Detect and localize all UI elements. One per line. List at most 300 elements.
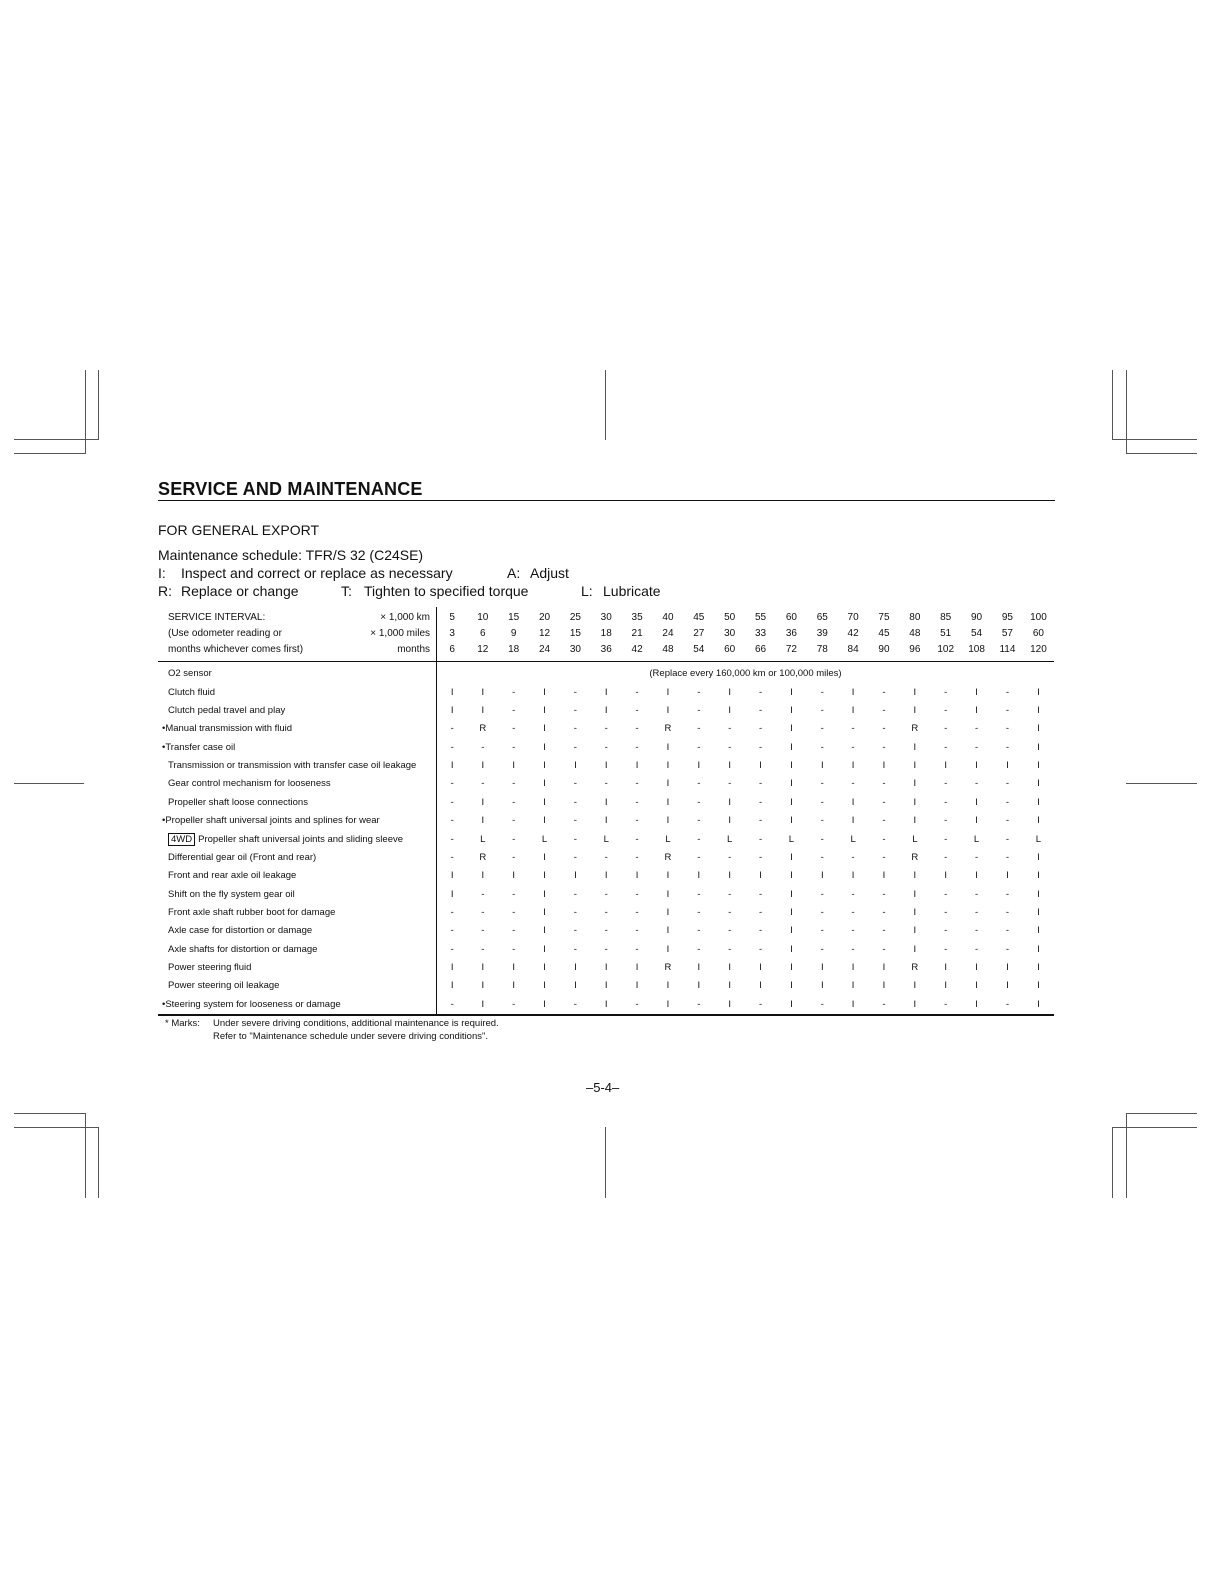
schedule-cell: I: [1023, 995, 1054, 1014]
schedule-cell: I: [913, 980, 917, 992]
schedule-cell: -: [512, 705, 516, 717]
item-label: Power steering fluid: [168, 961, 252, 973]
schedule-cell: I: [851, 705, 855, 717]
schedule-cell: -: [851, 778, 855, 790]
schedule-cell: I: [666, 980, 670, 992]
table-row: [158, 922, 1054, 940]
schedule-cell: -: [882, 851, 886, 863]
schedule-cell: I: [481, 870, 485, 882]
schedule-cell: I: [543, 980, 546, 992]
interval-km-cell: 65: [816, 612, 828, 623]
schedule-cell: -: [728, 906, 732, 918]
schedule-cell: I: [481, 760, 485, 772]
schedule-cell: -: [974, 778, 979, 790]
schedule-cell: L: [480, 833, 486, 845]
schedule-cell: I: [543, 723, 546, 735]
schedule-cell: -: [728, 888, 732, 900]
schedule-cell: -: [697, 686, 701, 698]
schedule-cell: -: [807, 995, 838, 1014]
crop-mark: [1126, 453, 1197, 454]
interval-miles-cell: 57: [1001, 628, 1013, 639]
schedule-cell: I: [820, 760, 824, 772]
schedule-cell: I: [666, 778, 670, 790]
unit-cell: [360, 702, 437, 720]
schedule-cell: L: [727, 833, 733, 845]
schedule-cell: I: [1006, 980, 1009, 992]
schedule-cell: -: [851, 741, 855, 753]
schedule-cell: -: [573, 686, 577, 698]
schedule-cell: -: [882, 888, 886, 900]
schedule-cell: L: [850, 833, 856, 845]
schedule-cell: -: [944, 723, 948, 735]
schedule-cell: I: [481, 686, 485, 698]
table-row: [158, 885, 1054, 903]
schedule-cell: R: [911, 851, 919, 863]
crop-mark: [1126, 1113, 1197, 1114]
schedule-cell: I: [790, 870, 793, 882]
schedule-cell: I: [790, 888, 793, 900]
schedule-cell: I: [882, 760, 886, 772]
schedule-cell: I: [666, 943, 670, 955]
legend-code: I:: [158, 565, 166, 581]
schedule-cell: I: [604, 796, 608, 808]
crop-mark: [14, 1113, 86, 1114]
unit-cell: [360, 940, 437, 958]
interval-months-cell: 78: [807, 642, 838, 662]
interval-km-cell: 15: [508, 612, 520, 623]
item-label: Axle case for distortion or damage: [168, 925, 313, 937]
schedule-cell: -: [573, 833, 577, 845]
schedule-cell: -: [820, 796, 824, 808]
schedule-cell: -: [1005, 705, 1009, 717]
schedule-cell: -: [635, 851, 639, 863]
schedule-cell: I: [790, 741, 793, 753]
schedule-cell: -: [697, 741, 701, 753]
crop-mark: [14, 783, 84, 784]
schedule-cell: I: [481, 980, 485, 992]
item-label: Clutch pedal travel and play: [168, 705, 286, 717]
schedule-cell: I: [604, 961, 608, 973]
schedule-cell: -: [697, 906, 701, 918]
schedule-cell: -: [758, 851, 763, 863]
schedule-cell: -: [1005, 686, 1009, 698]
schedule-cell: I: [759, 870, 762, 882]
interval-km-cell: 85: [940, 612, 952, 623]
schedule-cell: -: [604, 888, 608, 900]
schedule-cell: I: [591, 995, 622, 1014]
schedule-cell: -: [512, 723, 516, 735]
schedule-cell: I: [635, 760, 639, 772]
schedule-cell: I: [1037, 815, 1040, 827]
schedule-cell: R: [911, 723, 919, 735]
table-row: [158, 793, 1054, 811]
schedule-cell: -: [820, 686, 824, 698]
schedule-cell: R: [911, 961, 919, 973]
schedule-cell: I: [759, 961, 762, 973]
footnote-line-1: Under severe driving conditions, additional maintenance is required.: [213, 1018, 499, 1029]
interval-miles-cell: 18: [600, 628, 612, 639]
interval-km-cell: 60: [785, 612, 797, 623]
schedule-cell: -: [758, 833, 763, 845]
schedule-cell: I: [1006, 760, 1009, 772]
schedule-cell: I: [1006, 961, 1009, 973]
table-row: [158, 812, 1054, 830]
schedule-cell: I: [1006, 870, 1009, 882]
schedule-cell: -: [481, 906, 485, 918]
schedule-cell: I: [728, 796, 731, 808]
crop-mark: [85, 370, 86, 454]
schedule-cell: -: [481, 888, 485, 900]
table-row: [158, 867, 1054, 885]
schedule-cell: -: [512, 815, 516, 827]
schedule-cell: I: [790, 760, 793, 772]
crop-mark: [1112, 1127, 1197, 1128]
schedule-cell: I: [635, 870, 639, 882]
schedule-cell: -: [728, 925, 732, 937]
table-row: [158, 848, 1054, 866]
schedule-cell: -: [604, 906, 608, 918]
title-rule: [158, 500, 1055, 501]
unit-label: × 1,000 miles: [360, 626, 437, 642]
schedule-cell: I: [543, 961, 546, 973]
schedule-cell: I: [851, 815, 855, 827]
schedule-cell: I: [574, 980, 577, 992]
unit-cell: [360, 995, 437, 1014]
schedule-cell: -: [758, 741, 763, 753]
schedule-cell: I: [913, 815, 917, 827]
interval-miles-cell: 33: [754, 628, 767, 639]
schedule-cell: I: [913, 796, 917, 808]
schedule-cell: I: [851, 870, 855, 882]
crop-mark: [1126, 783, 1197, 784]
schedule-cell: I: [790, 778, 793, 790]
schedule-cell: -: [728, 741, 732, 753]
schedule-cell: -: [851, 851, 855, 863]
schedule-cell: I: [543, 705, 546, 717]
interval-miles-cell: 27: [693, 628, 705, 639]
schedule-cell: -: [882, 906, 886, 918]
schedule-cell: -: [697, 925, 701, 937]
interval-miles-cell: 60: [1032, 628, 1044, 639]
interval-km-cell: 80: [909, 612, 921, 623]
schedule-cell: I: [961, 995, 992, 1014]
schedule-cell: -: [1005, 906, 1009, 918]
schedule-cell: I: [574, 870, 577, 882]
schedule-cell: I: [604, 870, 608, 882]
schedule-cell: I: [604, 815, 608, 827]
schedule-cell: I: [543, 925, 546, 937]
schedule-cell: I: [543, 760, 546, 772]
schedule-cell: -: [635, 906, 639, 918]
schedule-cell: -: [758, 943, 763, 955]
schedule-cell: I: [481, 961, 485, 973]
schedule-cell: I: [543, 851, 546, 863]
interval-km-cell: 50: [724, 612, 736, 623]
schedule-cell: -: [635, 686, 639, 698]
interval-months-cell: 24: [529, 642, 560, 662]
schedule-cell: -: [882, 833, 886, 845]
schedule-cell: I: [1037, 961, 1040, 973]
schedule-cell: -: [820, 888, 824, 900]
schedule-cell: -: [573, 815, 577, 827]
schedule-cell: -: [758, 815, 763, 827]
schedule-cell: -: [498, 995, 529, 1014]
unit-cell: [360, 683, 437, 701]
page-title: SERVICE AND MAINTENANCE: [158, 479, 423, 499]
schedule-cell: -: [573, 705, 577, 717]
schedule-cell: I: [512, 760, 515, 772]
interval-months-cell: 30: [560, 642, 591, 662]
schedule-cell: I: [1037, 723, 1040, 735]
interval-months-cell: 108: [961, 642, 992, 662]
interval-months-cell: 72: [776, 642, 807, 662]
schedule-cell: -: [512, 943, 516, 955]
schedule-cell: -: [697, 778, 701, 790]
schedule-cell: -: [1005, 778, 1009, 790]
schedule-cell: I: [1037, 741, 1040, 753]
schedule-cell: I: [543, 870, 546, 882]
schedule-cell: I: [851, 980, 855, 992]
schedule-cell: I: [512, 980, 515, 992]
schedule-cell: -: [635, 705, 639, 717]
item-label: •Manual transmission with fluid: [162, 723, 293, 735]
schedule-cell: -: [573, 851, 577, 863]
schedule-cell: I: [913, 778, 917, 790]
schedule-cell: -: [481, 943, 485, 955]
schedule-cell: I: [913, 686, 917, 698]
schedule-cell: I: [1037, 943, 1040, 955]
schedule-cell: -: [573, 888, 577, 900]
unit-cell: [360, 775, 437, 793]
unit-cell: [360, 848, 437, 866]
schedule-cell: I: [899, 995, 930, 1014]
schedule-cell: -: [992, 995, 1023, 1014]
schedule-cell: I: [604, 686, 608, 698]
schedule-cell: -: [450, 778, 454, 790]
item-label: [158, 830, 404, 848]
unit-cell: [360, 662, 437, 684]
interval-km-cell: 45: [693, 612, 705, 623]
schedule-cell: I: [666, 906, 670, 918]
legend-text: Replace or change: [181, 583, 299, 599]
interval-miles-cell: 30: [724, 628, 736, 639]
interval-km-cell: 55: [754, 612, 767, 623]
schedule-cell: -: [882, 925, 886, 937]
schedule-cell: I: [913, 741, 917, 753]
schedule-cell: I: [944, 760, 948, 772]
schedule-cell: -: [882, 815, 886, 827]
schedule-cell: -: [635, 723, 639, 735]
interval-miles-cell: 12: [538, 628, 551, 639]
interval-km-cell: 90: [970, 612, 983, 623]
schedule-cell: I: [975, 961, 978, 973]
schedule-cell: -: [635, 778, 639, 790]
schedule-cell: I: [450, 760, 454, 772]
schedule-cell: I: [790, 980, 793, 992]
schedule-cell: I: [820, 961, 824, 973]
schedule-cell: I: [728, 815, 731, 827]
schedule-cell: I: [697, 870, 701, 882]
schedule-cell: -: [635, 796, 639, 808]
schedule-cell: I: [1037, 870, 1040, 882]
schedule-cell: -: [697, 851, 701, 863]
schedule-cell: -: [573, 925, 577, 937]
interval-months-cell: 36: [591, 642, 622, 662]
schedule-cell: I: [635, 961, 639, 973]
interval-km-cell: 20: [538, 612, 551, 623]
interval-miles-cell: 6: [480, 628, 486, 639]
crop-mark: [98, 370, 99, 440]
schedule-cell: L: [973, 833, 980, 845]
interval-miles-cell: 42: [847, 628, 859, 639]
schedule-cell: I: [543, 796, 546, 808]
unit-label: months: [360, 642, 437, 662]
schedule-cell: -: [604, 723, 608, 735]
item-label: •Propeller shaft universal joints and splines for wear: [162, 815, 380, 827]
schedule-cell: -: [974, 741, 979, 753]
schedule-cell: -: [1005, 723, 1009, 735]
interval-km-cell: 35: [631, 612, 643, 623]
schedule-cell: -: [944, 815, 948, 827]
table-row: [158, 702, 1054, 720]
schedule-cell: -: [450, 833, 454, 845]
schedule-cell: -: [683, 995, 714, 1014]
crop-mark: [605, 1127, 606, 1198]
schedule-cell: -: [635, 925, 639, 937]
schedule-cell: I: [790, 796, 793, 808]
interval-miles-cell: 51: [940, 628, 952, 639]
schedule-cell: -: [560, 995, 591, 1014]
schedule-cell: I: [450, 980, 454, 992]
interval-months-cell: 90: [869, 642, 900, 662]
schedule-cell: -: [974, 925, 979, 937]
schedule-cell: I: [467, 995, 498, 1014]
schedule-cell: -: [882, 796, 886, 808]
schedule-cell: -: [1005, 833, 1009, 845]
schedule-cell: -: [1005, 815, 1009, 827]
schedule-cell: I: [728, 760, 731, 772]
crop-mark: [1112, 370, 1113, 440]
header-row-miles: [158, 626, 1054, 642]
schedule-cell: -: [944, 906, 948, 918]
schedule-cell: I: [820, 870, 824, 882]
schedule-cell: -: [481, 925, 485, 937]
schedule-cell: I: [882, 870, 886, 882]
interval-months-cell: 42: [622, 642, 653, 662]
schedule-cell: I: [851, 760, 855, 772]
interval-miles-cell: 21: [631, 628, 643, 639]
schedule-cell: I: [944, 980, 948, 992]
schedule-cell: -: [974, 723, 979, 735]
interval-km-cell: 30: [600, 612, 612, 623]
schedule-cell: -: [882, 723, 886, 735]
legend-text: Lubricate: [603, 583, 661, 599]
interval-months-cell: 6: [437, 642, 468, 662]
interval-km-cell: 10: [477, 612, 489, 623]
schedule-cell: -: [635, 833, 639, 845]
interval-label: months whichever comes first): [158, 642, 360, 662]
schedule-cell: -: [604, 851, 608, 863]
schedule-cell: -: [512, 906, 516, 918]
table-row: [158, 940, 1054, 958]
region-heading: FOR GENERAL EXPORT: [158, 522, 320, 538]
schedule-cell: I: [635, 980, 639, 992]
schedule-cell: I: [944, 870, 948, 882]
interval-km-cell: 75: [878, 612, 890, 623]
schedule-cell: -: [481, 741, 485, 753]
schedule-cell: I: [882, 961, 886, 973]
crop-mark: [605, 370, 606, 440]
schedule-cell: I: [543, 741, 546, 753]
legend-text: Tighten to specified torque: [364, 583, 529, 599]
schedule-cell: -: [944, 778, 948, 790]
schedule-cell: I: [543, 906, 546, 918]
schedule-cell: I: [512, 961, 515, 973]
schedule-cell: -: [697, 943, 701, 955]
item-label: Differential gear oil (Front and rear): [168, 851, 317, 863]
schedule-cell: -: [820, 925, 824, 937]
legend-code: L:: [581, 583, 593, 599]
interval-miles-cell: 48: [909, 628, 921, 639]
schedule-cell: I: [1037, 851, 1040, 863]
interval-miles-cell: 3: [449, 628, 455, 639]
schedule-cell: I: [481, 815, 485, 827]
schedule-cell: -: [697, 815, 701, 827]
schedule-cell: I: [790, 943, 793, 955]
table-row: [158, 830, 1054, 848]
legend-text: Adjust: [530, 565, 569, 581]
item-label: Front and rear axle oil leakage: [168, 870, 297, 882]
interval-label: (Use odometer reading or: [168, 628, 282, 639]
interval-months-cell: 84: [838, 642, 869, 662]
schedule-cell: -: [604, 943, 608, 955]
interval-miles-cell: 15: [569, 628, 581, 639]
schedule-cell: I: [604, 760, 608, 772]
schedule-cell: -: [1005, 741, 1009, 753]
schedule-cell: I: [543, 888, 546, 900]
schedule-cell: -: [604, 925, 608, 937]
schedule-cell: I: [913, 925, 917, 937]
unit-cell: [360, 959, 437, 977]
schedule-cell: -: [1005, 851, 1009, 863]
page-number: –5-4–: [586, 1080, 620, 1095]
maintenance-schedule-table: [158, 607, 1054, 1016]
item-label: •Transfer case oil: [162, 741, 236, 753]
schedule-cell: -: [944, 851, 948, 863]
interval-km-cell: 5: [449, 612, 455, 623]
schedule-cell: -: [573, 943, 577, 955]
schedule-cell: I: [481, 705, 485, 717]
schedule-cell: I: [666, 796, 670, 808]
schedule-cell: -: [851, 943, 855, 955]
crop-mark: [85, 1113, 86, 1198]
schedule-cell: -: [1005, 796, 1009, 808]
interval-miles-cell: 54: [970, 628, 983, 639]
schedule-cell: I: [1037, 686, 1040, 698]
schedule-cell: I: [653, 995, 684, 1014]
schedule-cell: -: [851, 723, 855, 735]
schedule-cell: -: [635, 943, 639, 955]
schedule-cell: I: [529, 995, 560, 1014]
schedule-cell: I: [666, 870, 670, 882]
schedule-cell: -: [820, 741, 824, 753]
schedule-cell: -: [697, 705, 701, 717]
schedule-cell: I: [728, 705, 731, 717]
schedule-cell: I: [1037, 888, 1040, 900]
schedule-cell: I: [1037, 705, 1040, 717]
schedule-cell: I: [820, 980, 824, 992]
schedule-cell: R: [664, 851, 672, 863]
